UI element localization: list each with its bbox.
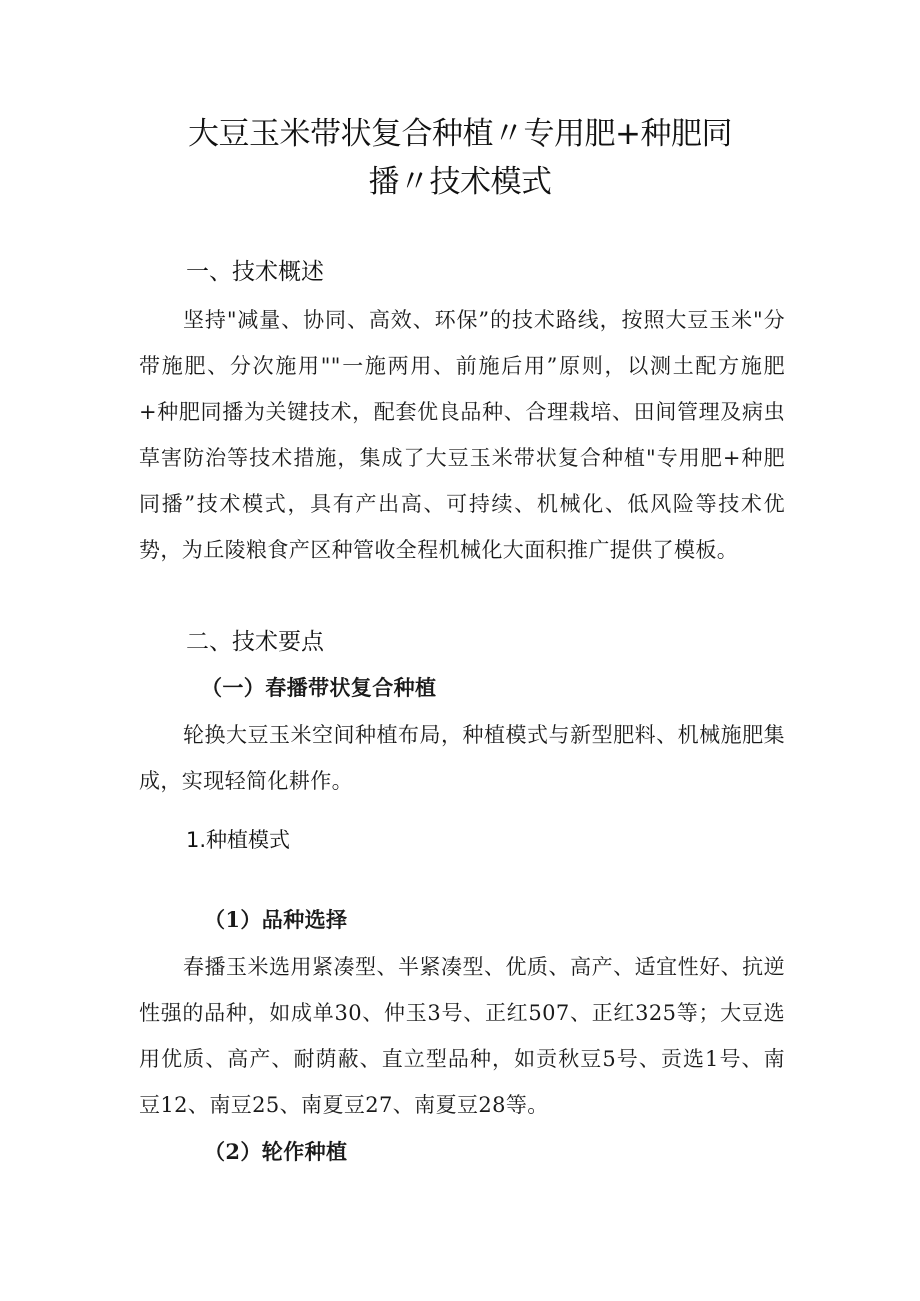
- item1-sub1-paragraph: 春播玉米选用紧凑型、半紧凑型、优质、高产、适宜性好、抗逆性强的品种，如成单30、仲玉3号、正红507、正红325等；大豆选用优质、高产、耐荫蔽、直立型品种，如贡秋豆5号、贡选1号、南豆12、南豆25、南夏豆27、南夏豆28等。: [139, 955, 785, 1117]
- item1-sub1-heading: （1）品种选择: [204, 907, 348, 932]
- section1-heading: 一、技术概述: [186, 259, 324, 285]
- document-title-line2: 播〃技术模式: [368, 164, 552, 200]
- section1-paragraph: 坚持"减量、协同、高效、环保”的技术路线，按照大豆玉米"分带施肥、分次施用""一施两用、前施后用”原则，以测土配方施肥+种肥同播为关键技术，配套优良品种、合理栽培、田间管理及病虫草害防治等技术措施，集成了大豆玉米带状复合种植"专用肥+种肥同播”技术模式，具有产出高、可持续、机械化、低风险等技术优势，为丘陵粮食产区种管收全程机械化大面积推广提供了模板。: [139, 308, 785, 562]
- item1-heading: 1.种植模式: [186, 828, 291, 852]
- document-title-line1: 大豆玉米带状复合种植〃专用肥+种肥同: [188, 116, 732, 152]
- subsection1-heading: （一）春播带状复合种植: [201, 675, 437, 700]
- item1-sub2-heading: （2）轮作种植: [204, 1139, 348, 1164]
- subsection1-paragraph: 轮换大豆玉米空间种植布局，种植模式与新型肥料、机械施肥集成，实现轻简化耕作。: [139, 723, 785, 793]
- section2-heading: 二、技术要点: [186, 629, 324, 655]
